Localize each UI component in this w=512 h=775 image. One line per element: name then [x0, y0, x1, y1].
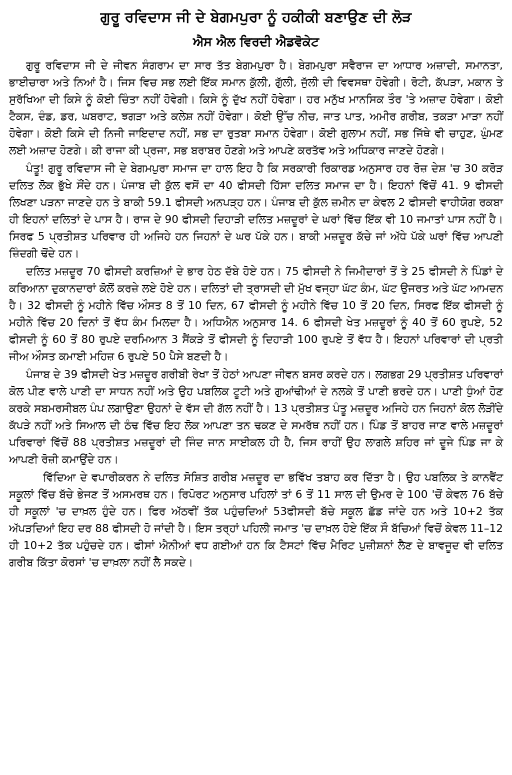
- article-paragraph: ਵਿੱਦਿਆ ਦੇ ਵਪਾਰੀਕਰਨ ਨੇ ਦਲਿਤ ਸੋਸ਼ਿਤ ਗਰੀਬ ਮਜ਼ਦੂਰ ਦਾ ਭਵਿੱਖ ਤਬਾਹ ਕਰ ਦਿੱਤਾ ਹੈ। ਉਹ ਪਬਲਿਕ ਤੇ ਕਾਨਵੈਂਟ ਸਕੂਲਾਂ ਵਿੱਚ ਬੱਚੇ ਭੇਜਣ ਤੋਂ ਅਸਮਰਥ ਹਨ। ਰਿਪੋਰਟ ਅਨੁਸਾਰ ਪਹਿਲਾਂ ਤਾਂ 6 ਤੋਂ 11 ਸਾਲ ਦੀ ਉਮਰ ਦੇ 100 'ਚੋਂ ਕੇਵਲ 76 ਬੱਚੇ ਹੀ ਸਕੂਲਾਂ 'ਚ ਦਾਖ਼ਲ ਹੁੰਦੇ ਹਨ। ਫਿਰ ਅੱਠਵੀਂ ਤੱਕ ਪਹੁੰਚਦਿਆਂ 53ਫੀਸਦੀ ਬੱਚੇ ਸਕੂਲ ਛੱਡ ਜਾਂਦੇ ਹਨ ਅਤੇ 10+2 ਤੱਕ ਅੱਪੜਦਿਆਂ ਇਹ ਦਰ 88 ਫੀਸਦੀ ਹੋ ਜਾਂਦੀ ਹੈ। ਇਸ ਤਰ੍ਹਾਂ ਪਹਿਲੀ ਜਮਾਤ 'ਚ ਦਾਖ਼ਲ ਹੋਏ ਇੱਕ ਸੌ ਬੱਚਿਆਂ ਵਿਚੋਂ ਕੇਵਲ 11–12 ਹੀ 10+2 ਤੱਕ ਪਹੁੰਚਦੇ ਹਨ। ਫੀਸਾਂ ਐਨੀਆਂ ਵਧ ਗਈਆਂ ਹਨ ਕਿ ਟੈਸਟਾਂ ਵਿੱਚ ਮੈਰਿਟ ਪੁਜ਼ੀਸ਼ਨਾਂ ਲੈਣ ਦੇ ਬਾਵਜੂਦ ਵੀ ਦਲਿਤ ਗਰੀਬ ਕਿੱਤਾ ਕੋਰਸਾਂ 'ਚ ਦਾਖ਼ਲਾ ਨਹੀਂ ਲੈ ਸਕਦੇ।: [9, 471, 503, 569]
- article-author: ਐਸ ਐਲ ਵਿਰਦੀ ਐਡਵੋਕੇਟ: [192, 34, 320, 49]
- article-paragraph: ਦਲਿਤ ਮਜ਼ਦੂਰ 70 ਫੀਸਦੀ ਕਰਜ਼ਿਆਂ ਦੇ ਭਾਰ ਹੇਠ ਦੱਬੇ ਹੋਏ ਹਨ। 75 ਫੀਸਦੀ ਨੇ ਜਿਮੀਦਾਰਾਂ ਤੋਂ ਤੇ 25 ਫੀਸਦੀ ਨੇ ਪਿੰਡਾਂ ਦੇ ਕਰਿਆਨਾ ਦੁਕਾਨਦਾਰਾਂ ਕੋਲੋਂ ਕਰਜ਼ੇ ਲਏ ਹੋਏ ਹਨ। ਦਲਿਤਾਂ ਦੀ ਤ੍ਰਾਸਦੀ ਦੀ ਮੁੱਖ ਵਜ੍ਹਾ ਘੱਟ ਕੰਮ, ਘੱਟ ਉਜਰਤ ਅਤੇ ਘੱਟ ਆਮਦਨ ਹੈ। 32 ਫੀਸਦੀ ਨੂੰ ਮਹੀਨੇ ਵਿੱਚ ਔਸਤ 8 ਤੋਂ 10 ਦਿਨ, 67 ਫੀਸਦੀ ਨੂੰ ਮਹੀਨੇ ਵਿੱਚ 10 ਤੋਂ 20 ਦਿਨ, ਸਿਰਫ ਇੱਕ ਫੀਸਦੀ ਨੂੰ ਮਹੀਨੇ ਵਿੱਚ 20 ਦਿਨਾਂ ਤੋਂ ਵੱਧ ਕੰਮ ਮਿਲਦਾ ਹੈ। ਅਧਿਐਨ ਅਨੁਸਾਰ 14. 6 ਫੀਸਦੀ ਖੇਤ ਮਜ਼ਦੂਰਾਂ ਨੂੰ 40 ਤੋਂ 60 ਰੁਪਏ, 52 ਫੀਸਦੀ ਨੂੰ 60 ਤੋਂ 80 ਰੁਪਏ ਦਰਮਿਆਨ 3 ਸੈਂਕੜੇ ਤੋਂ ਫੀਸਦੀ ਨੂੰ ਦਿਹਾੜੀ 100 ਰੁਪਏ ਤੋਂ ਵੱਧ ਹੈ। ਇਹਨਾਂ ਪਰਿਵਾਰਾਂ ਦੀ ਪ੍ਰਤੀ ਜੀਅ ਔਸਤ ਕਮਾਈ ਮਹਿਜ਼ 6 ਰੁਪਏ 50 ਪੈਸੇ ਬਣਦੀ ਹੈ।: [9, 265, 503, 363]
- article-paragraph: ਪੰਤੂ! ਗੁਰੂ ਰਵਿਦਾਸ ਜੀ ਦੇ ਬੇਗਮਪੁਰਾ ਸਮਾਜ ਦਾ ਹਾਲ ਇਹ ਹੈ ਕਿ ਸਰਕਾਰੀ ਰਿਕਾਰਡ ਅਨੁਸਾਰ ਹਰ ਰੋਜ਼ ਦੇਸ਼ 'ਚ 30 ਕਰੋੜ ਦਲਿਤ ਲੋਕ ਭੁੱਖੇ ਸੌਂਦੇ ਹਨ। ਪੰਜਾਬ ਦੀ ਕੁੱਲ ਵਸੋਂ ਦਾ 40 ਫੀਸਦੀ ਹਿੱਸਾ ਦਲਿਤ ਸਮਾਜ ਦਾ ਹੈ। ਇਹਨਾਂ ਵਿੱਚੋਂ 41. 9 ਫੀਸਦੀ ਲਿਖਣਾ ਪੜਨਾ ਜਾਣਦੇ ਹਨ ਤੇ ਬਾਕੀ 59.1 ਫੀਸਦੀ ਅਨਪੜ੍ਹ ਹਨ। ਪੰਜਾਬ ਦੀ ਕੁੱਲ ਜ਼ਮੀਨ ਦਾ ਕੇਵਲ 2 ਫੀਸਦੀ ਵਾਹੀਯੋਗ ਰਕਬਾ ਹੀ ਇਹਨਾਂ ਦਲਿਤਾਂ ਦੇ ਪਾਸ ਹੈ। ਰਾਜ ਦੇ 90 ਫੀਸਦੀ ਦਿਹਾੜੀ ਦਲਿਤ ਮਜ਼ਦੂਰਾਂ ਦੇ ਘਰਾਂ ਵਿੱਚ ਇੱਕ ਵੀ 10 ਜਮਾਤਾਂ ਪਾਸ ਨਹੀਂ ਹੈ। ਸਿਰਫ 5 ਪ੍ਰਤੀਸ਼ਤ ਪਰਿਵਾਰ ਹੀ ਅਜਿਹੇ ਹਨ ਜਿਹਨਾਂ ਦੇ ਘਰ ਪੱਕੇ ਹਨ। ਬਾਕੀ ਮਜ਼ਦੂਰ ਕੱਚੇ ਜਾਂ ਅੱਧੇ ਪੱਕੇ ਘਰਾਂ ਵਿੱਚ ਆਪਣੀ ਜ਼ਿੰਦਗੀ ਢੋਂਦੇ ਹਨ।: [9, 162, 503, 260]
- article-paragraph: ਗੁਰੂ ਰਵਿਦਾਸ ਜੀ ਦੇ ਜੀਵਨ ਸੰਗਰਾਮ ਦਾ ਸਾਰ ਤੱਤ ਬੇਗਮਪੁਰਾ ਹੈ। ਬੇਗਮਪੁਰਾ ਸਵੈਰਾਜ ਦਾ ਆਧਾਰ ਅਜ਼ਾਦੀ, ਸਮਾਨਤਾ, ਭਾਈਚਾਰਾ ਅਤੇ ਨਿਆਂ ਹੈ। ਜਿਸ ਵਿਚ ਸਭ ਲਈ ਇੱਕ ਸਮਾਨ ਕੁੱਲੀ, ਗੁੱਲੀ, ਜੁੱਲੀ ਦੀ ਵਿਵਸਥਾ ਹੋਵੇਗੀ। ਰੋਟੀ, ਕੱਪੜਾ, ਮਕਾਨ ਤੇ ਸੁਰੱਖਿਆ ਦੀ ਕਿਸੇ ਨੂੰ ਕੋਈ ਚਿੰਤਾ ਨਹੀਂ ਹੋਵੇਗੀ। ਕਿਸੇ ਨੂੰ ਦੁੱਖ ਨਹੀਂ ਹੋਵੇਗਾ। ਹਰ ਮਨੁੱਖ ਮਾਨਸਿਕ ਤੌਰ 'ਤੇ ਅਜ਼ਾਦ ਹੋਵੇਗਾ। ਕੋਈ ਟੈਕਸ, ਦੰਡ, ਡਰ, ਘਬਰਾਟ, ਝਗੜਾ ਅਤੇ ਕਲੇਸ਼ ਨਹੀਂ ਹੋਵੇਗਾ। ਕੋਈ ਉੱਚ ਨੀਚ, ਜਾਤ ਪਾਤ, ਅਮੀਰ ਗਰੀਬ, ਤਕੜਾ ਮਾੜਾ ਨਹੀਂ ਹੋਵੇਗਾ। ਕੋਈ ਕਿਸੇ ਦੀ ਨਿਜੀ ਜਾਇਦਾਦ ਨਹੀਂ, ਸਭ ਦਾ ਰੁਤਬਾ ਸਮਾਨ ਹੋਵੇਗਾ। ਕੋਈ ਗੁਲਾਮ ਨਹੀਂ, ਸਭ ਜਿੱਥੇ ਵੀ ਚਾਹੁਣ, ਘੁੰਮਣ ਲਈ ਅਜ਼ਾਦ ਹੋਣਗੇ। ਕੀ ਰਾਜਾ ਕੀ ਪ੍ਰਜਾ, ਸਭ ਬਰਾਬਰ ਹੋਣਗੇ ਅਤੇ ਆਪਣੇ ਕਰਤੱਵ ਅਤੇ ਅਧਿਕਾਰ ਜਾਣਦੇ ਹੋਣਗੇ।: [9, 59, 503, 157]
- article-title: ਗੁਰੂ ਰਵਿਦਾਸ ਜੀ ਦੇ ਬੇਗਮਪੁਰਾ ਨੂੰ ਹਕੀਕੀ ਬਣਾਉਣ ਦੀ ਲੋੜ: [100, 10, 412, 26]
- article-paragraph: ਪੰਜਾਬ ਦੇ 39 ਫੀਸਦੀ ਖੇਤ ਮਜ਼ਦੂਰ ਗਰੀਬੀ ਰੇਖਾ ਤੋਂ ਹੇਠਾਂ ਆਪਣਾ ਜੀਵਨ ਬਸਰ ਕਰਦੇ ਹਨ। ਲਗਭਗ 29 ਪ੍ਰਤੀਸ਼ਤ ਪਰਿਵਾਰਾਂ ਕੋਲ ਪੀਣ ਵਾਲੇ ਪਾਣੀ ਦਾ ਸਾਧਨ ਨਹੀਂ ਅਤੇ ਉਹ ਪਬਲਿਕ ਟੂਟੀ ਅਤੇ ਗੁਆਂਢੀਆਂ ਦੇ ਨਲਕੇ ਤੋਂ ਪਾਣੀ ਭਰਦੇ ਹਨ। ਪਾਣੀ ਧੁੰਆਂ ਹੋਣ ਕਰਕੇ ਸਬਮਰਸੀਬਲ ਪੰਪ ਲਗਾਉਣਾ ਉਹਨਾਂ ਦੇ ਵੱਸ ਦੀ ਗੱਲ ਨਹੀਂ ਹੈ। 13 ਪ੍ਰਤੀਸ਼ਤ ਪੰਤੂ ਮਜ਼ਦੂਰ ਅਜਿਹੇ ਹਨ ਜਿਹਨਾਂ ਕੋਲ ਲੋੜੀਂਦੇ ਕੱਪੜੇ ਨਹੀਂ ਅਤੇ ਸਿਆਲ ਦੀ ਠੰਢ ਵਿੱਚ ਇਹ ਲੋਕ ਆਪਣਾ ਤਨ ਢਕਣ ਦੇ ਸਮਰੱਥ ਨਹੀਂ ਹਨ। ਪਿੰਡ ਤੋਂ ਬਾਹਰ ਜਾਣ ਵਾਲੇ ਮਜ਼ਦੂਰਾਂ ਪਰਿਵਾਰਾਂ ਵਿੱਚੋਂ 88 ਪ੍ਰਤੀਸ਼ਤ ਮਜ਼ਦੂਰਾਂ ਦੀ ਜਿੰਦ ਜਾਨ ਸਾਈਕਲ ਹੀ ਹੈ, ਜਿਸ ਰਾਹੀਂ ਉਹ ਲਾਗਲੇ ਸ਼ਹਿਰ ਜਾਂ ਦੂਜੇ ਪਿੰਡ ਜਾ ਕੇ ਆਪਣੀ ਰੋਜ਼ੀ ਕਮਾਉਂਦੇ ਹਨ।: [9, 368, 503, 466]
